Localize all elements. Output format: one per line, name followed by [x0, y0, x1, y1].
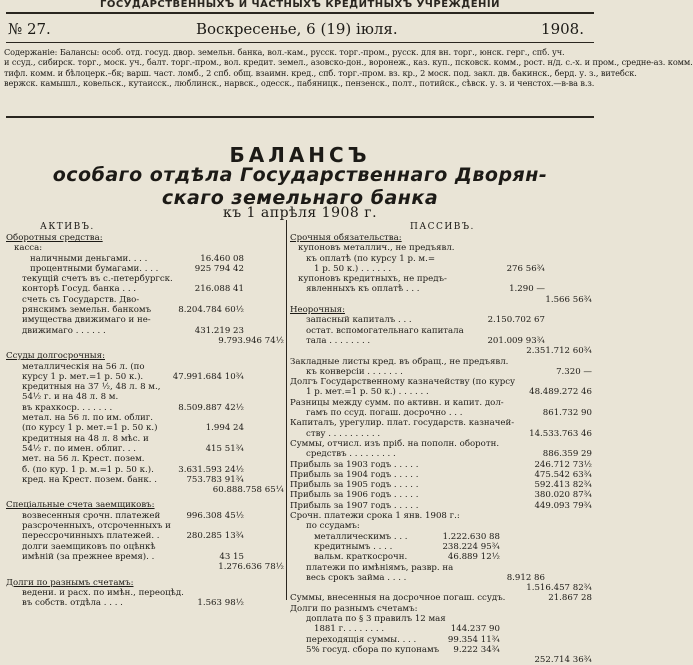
row-label: Срочныя обязательства: — [290, 233, 402, 243]
balance-row — [290, 655, 594, 665]
row-label: средствъ . . . . . . . . . — [306, 449, 396, 460]
row-amount: 1.563 98½ — [197, 598, 244, 609]
row-amount: 201.009 93¾ — [487, 335, 545, 346]
balance-row — [6, 284, 284, 294]
balance-row — [6, 485, 284, 495]
balance-row — [6, 598, 284, 608]
row-amount: 47.991.684 10¾ — [172, 371, 244, 382]
row-amount: 43 15 — [219, 551, 244, 562]
row-label: 1881 г. . . . . . . . — [314, 624, 385, 635]
row-amount: 449.093 79¾ — [534, 500, 592, 511]
row-label: Оборотныя средства: — [6, 233, 103, 243]
issue-year: 1908. — [541, 20, 584, 38]
balance-row — [6, 295, 284, 305]
balance-row — [6, 336, 284, 346]
liabilities-column — [290, 233, 594, 665]
issue-line — [6, 18, 594, 40]
row-amount: 8.912 86 — [506, 572, 545, 583]
balance-row — [6, 511, 284, 521]
row-label: наличными деньгами. . . . — [30, 253, 148, 264]
masthead-strip: ГОСУДАРСТВЕННЫХЪ И ЧАСТНЫХЪ КРЕДИТНЫХЪ УЧРЕЖДЕНIЙ — [100, 0, 500, 10]
row-amount: 1.994 24 — [205, 423, 244, 434]
balance-row — [290, 274, 594, 284]
row-amount: 592.413 82¾ — [534, 480, 592, 491]
row-label: платежи по имѣнiямъ, развр. на — [306, 562, 454, 573]
article-subtitle-line1: особаго отдѣла Государственнаго Дворян- — [52, 164, 548, 186]
row-label: по ссудамъ: — [306, 521, 360, 532]
balance-row — [290, 439, 594, 449]
balance-row — [6, 264, 284, 274]
row-label: явленныхъ къ оплатѣ . . . — [306, 284, 420, 295]
row-amount: 415 51¾ — [205, 443, 244, 454]
balance-row — [290, 408, 594, 418]
row-amount: 46.889 12½ — [447, 552, 500, 563]
row-amount: 380.020 87¾ — [534, 490, 592, 501]
row-label: доплата по § 3 правилъ 12 мая — [306, 613, 446, 624]
balance-row — [6, 465, 284, 475]
balance-row — [6, 434, 284, 444]
row-amount: 280.285 13¾ — [186, 531, 244, 542]
row-amount: 475.542 63¾ — [534, 469, 592, 480]
balance-row — [290, 501, 594, 511]
balance-row — [290, 295, 594, 305]
contents-line — [4, 88, 596, 98]
row-label: кредитныя на 37 ½, 48 л. 8 м., — [22, 382, 161, 393]
row-label: Прибыль за 1904 годъ . . . . . — [290, 469, 419, 480]
row-label: курсу 1 р. мет.=1 р. 50 к.). — [22, 371, 144, 382]
article-title: БАЛАНСЪ — [229, 143, 371, 167]
masthead-rule — [6, 12, 594, 14]
balance-row — [290, 243, 594, 253]
row-label: Срочн. платежи срока 1 янв. 1908 г.: — [290, 511, 460, 522]
balance-row — [6, 588, 284, 598]
balance-row — [290, 490, 594, 500]
balance-row — [6, 372, 284, 382]
balance-row — [290, 460, 594, 470]
row-label: (по курсу 1 р. мет.=1 р. 50 к.) — [22, 423, 158, 434]
balance-row — [6, 444, 284, 454]
balance-row — [290, 449, 594, 459]
balance-row — [290, 593, 594, 603]
liabilities-heading: ПАССИВЪ. — [410, 222, 475, 232]
contents-line: вержск. камышл., ковельск., кутаисск., люблинск., нарвск., одесск., пабяницк., пензенск., полт., потийск., сѣвск. у. з. и ченстох.—в-ва в.з. — [4, 77, 595, 88]
balance-row — [290, 326, 594, 336]
balance-row — [6, 562, 284, 572]
row-label: Прибыль за 1906 годъ . . . . . — [290, 490, 419, 501]
row-amount: 1.566 56¾ — [545, 294, 592, 305]
row-label: въ собств. отдѣла . . . . — [22, 598, 123, 609]
row-label: Суммы, отчисл. изъ прiб. на пополн. оборотн. — [290, 438, 500, 449]
balance-row — [290, 346, 594, 356]
row-label: Долги по разнымъ счетамъ: — [290, 603, 418, 614]
row-amount: 252.714 36¾ — [534, 655, 592, 665]
row-label: процентными бумагами. . . . — [30, 263, 159, 274]
row-amount: 1.276.636 78½ — [218, 562, 284, 573]
row-label: 1 р. мет.=1 р. 50 к.) . . . . . . — [306, 387, 429, 398]
balance-row — [290, 377, 594, 387]
row-label: ству . . . . . . . . . . — [306, 428, 381, 439]
contents-line: и ссуд., сибирск. торг., моск. уч., балт. торг.-пром., вол. кредит. земел., азовско-дон., воронеж., каз. куп., псковск. комм., рост. н/д. с.-х. и пром., средне-аз. комм. — [4, 57, 693, 68]
row-amount: 48.489.272 46 — [529, 387, 592, 398]
row-label: кредитныя на 48 л. 8 мѣс. и — [22, 433, 149, 444]
row-label: ведени. и расх. по имѣн., переоцѣд. — [22, 587, 184, 598]
row-label: Долгъ Государственному казначейству (по курсу — [290, 377, 516, 388]
row-label: счеть съ Государств. Дво- — [22, 294, 140, 305]
balance-row — [6, 500, 284, 510]
row-label: возвесенныя срочн. платежей — [22, 510, 161, 521]
balance-row — [6, 578, 284, 588]
row-label: къ оплатѣ (по курсу 1 р. м.= — [306, 253, 436, 264]
balance-row — [290, 480, 594, 490]
balance-row — [290, 233, 594, 243]
balance-row — [6, 243, 284, 253]
row-label: разсроченныхъ, отсроченныхъ и — [22, 521, 171, 532]
row-label: текущiй счетъ въ с.-петербургск. — [22, 274, 173, 285]
issue-number: № 27. — [8, 20, 51, 38]
row-amount: 99.354 11¾ — [447, 634, 500, 645]
assets-column — [6, 233, 284, 608]
balance-row — [290, 305, 594, 315]
balance-row — [6, 552, 284, 562]
row-label: запасный капиталъ . . . — [306, 315, 412, 326]
contents-line: тифл. комм. и бѣлоцерк.–бк; варш. част. ломб., 2 спб. общ. взаимн. кред., спб. торг.-пром. вз. кр., 2 моск. под. закл. дв. бакинск., берд. у. з., витебск. — [4, 67, 637, 78]
balance-row — [290, 614, 594, 624]
row-label: Неорочныя: — [290, 305, 345, 316]
balance-row — [6, 274, 284, 284]
balance-row — [6, 362, 284, 372]
row-amount: 1.290 — — [509, 284, 545, 295]
article-date: къ 1 апрѣля 1908 г. — [222, 205, 378, 221]
row-label: вальм. краткосрочн. — [314, 552, 408, 563]
row-label: Разницы между сумм. по активн. и капит. дол- — [290, 397, 504, 408]
row-label: къ конверсiи . . . . . . . — [306, 366, 403, 377]
balance-row — [290, 264, 594, 274]
article-subtitle-line2: скаго земельнаго банка — [161, 187, 439, 209]
row-label: кред. на Крест. позем. банк. . — [22, 474, 157, 485]
balance-row — [290, 583, 594, 593]
balance-row — [290, 367, 594, 377]
row-label: въ крахкоср. . . . . . . — [22, 402, 113, 413]
row-amount: 753.783 91¾ — [186, 474, 244, 485]
balance-row — [290, 563, 594, 573]
balance-row — [290, 624, 594, 634]
balance-row — [6, 305, 284, 315]
balance-row — [290, 645, 594, 655]
row-label: купоновъ металлич., не предъявл. — [298, 243, 455, 254]
row-amount: 8.204.784 60½ — [178, 305, 244, 316]
balance-row — [6, 413, 284, 423]
row-amount: 21.867 28 — [548, 593, 592, 604]
row-amount: 9.793.946 74½ — [218, 335, 284, 346]
row-label: 5% госуд. сбора по купонамъ — [306, 644, 440, 655]
balance-row — [6, 351, 284, 361]
row-amount: 7.320 — — [556, 366, 592, 377]
balance-row — [290, 398, 594, 408]
row-label: имущества движимаго и не- — [22, 315, 151, 326]
row-amount: 144.237 90 — [450, 624, 500, 635]
contents-rule — [6, 116, 594, 118]
row-label: Прибыль за 1907 годъ . . . . . — [290, 500, 419, 511]
row-label: Спецiальные счета заемщиковъ: — [6, 500, 155, 511]
row-label: тала . . . . . . . . — [306, 335, 371, 346]
balance-row — [6, 382, 284, 392]
row-label: конторѣ Госуд. банка . . . — [22, 284, 137, 295]
balance-row — [290, 542, 594, 552]
balance-row — [290, 511, 594, 521]
balance-row — [290, 254, 594, 264]
contents-line: Содержанiе: Балансы: особ. отд. госуд. двор. земельн. банка, вол.-кам., русск. торг.-пром., русск. для вн. торг., юнск. герг., спб. уч. — [4, 47, 565, 57]
balance-row — [6, 326, 284, 336]
row-amount: 276 56¾ — [506, 263, 545, 274]
row-amount: 238.224 95¾ — [442, 541, 500, 552]
issue-date: Воскресенье, 6 (19) iюля. — [196, 20, 398, 38]
row-amount: 2.150.702 67 — [487, 315, 545, 326]
row-label: Закладные листы кред. въ обращ., не предъявл. — [290, 356, 509, 367]
balance-row — [290, 604, 594, 614]
row-label: Долги по разнымъ счетамъ: — [6, 577, 134, 588]
row-label: Суммы, внесенныя на досрочное погаш. ссудъ. — [290, 593, 506, 604]
balance-row — [290, 521, 594, 531]
row-amount: 1.222.630 88 — [442, 531, 500, 542]
row-amount: 1.516.457 82¾ — [526, 583, 592, 594]
row-label: рянскимъ земельн. банкомъ — [22, 305, 152, 316]
row-label: Ссуды долгосрочныя: — [6, 351, 105, 362]
balance-row — [6, 403, 284, 413]
balance-row — [290, 315, 594, 325]
balance-row — [6, 531, 284, 541]
balance-row — [290, 429, 594, 439]
row-label: 54½ г. и на 48 л. 8 м. — [22, 392, 119, 403]
row-label: Капиталъ, урегулир. плат. государств. казначей- — [290, 418, 515, 429]
row-amount: 246.712 73½ — [534, 459, 592, 470]
column-divider — [286, 220, 287, 600]
table-of-contents — [4, 47, 693, 113]
row-amount: 14.533.763 46 — [529, 428, 592, 439]
row-label: движимаго . . . . . . — [22, 325, 106, 336]
row-amount: 431.219 23 — [194, 325, 244, 336]
row-label: Прибыль за 1905 годъ . . . . . — [290, 480, 419, 491]
row-label: металлическiя на 56 л. (по — [22, 361, 145, 372]
row-label: метал. на 56 л. по им. облиг. — [22, 413, 154, 424]
balance-row — [6, 454, 284, 464]
balance-row — [6, 475, 284, 485]
row-label: купоновъ кредитныхъ, не предъ- — [298, 274, 447, 285]
row-label: весь срокъ займа . . . . — [306, 572, 407, 583]
contents-line — [4, 98, 596, 108]
row-label: 1 р. 50 к.) . . . . . . — [314, 263, 392, 274]
row-label: 54½ г. по имен. облиг. . . — [22, 443, 136, 454]
row-label: гамъ по ссуд. погаш. досрочно . . . — [306, 408, 463, 419]
row-label: Прибыль за 1903 годъ . . . . . — [290, 459, 419, 470]
balance-row — [6, 542, 284, 552]
balance-row — [290, 573, 594, 583]
row-amount: 9.222 34¾ — [453, 644, 500, 655]
balance-row — [290, 532, 594, 542]
balance-row — [290, 357, 594, 367]
balance-row — [290, 284, 594, 294]
row-label: мет. на 56 л. Крест. позем. — [22, 454, 145, 465]
balance-row — [6, 521, 284, 531]
row-label: переходящiя суммы. . . . — [306, 634, 417, 645]
balance-row — [6, 423, 284, 433]
row-label: касса: — [14, 243, 43, 254]
row-amount: 925 794 42 — [194, 263, 244, 274]
row-amount: 8.509.887 42½ — [178, 402, 244, 413]
row-label: б. (по кур. 1 р. м.=1 р. 50 к.). — [22, 464, 154, 475]
balance-row — [6, 254, 284, 264]
row-amount: 16.460 08 — [200, 253, 244, 264]
row-label: остат. вспомогательнаго капитала — [306, 325, 464, 336]
row-label: перессрочинныхъ платежей. . — [22, 531, 160, 542]
row-label: долги заемщиковъ по оцѣнкѣ — [22, 541, 156, 552]
balance-row — [6, 315, 284, 325]
row-amount: 3.631.593 24½ — [178, 464, 244, 475]
row-amount: 861.732 90 — [542, 408, 592, 419]
balance-row — [6, 392, 284, 402]
balance-row — [290, 635, 594, 645]
row-amount: 216.088 41 — [194, 284, 244, 295]
balance-row — [290, 470, 594, 480]
balance-row — [290, 336, 594, 346]
assets-heading: АКТИВЪ. — [40, 222, 95, 232]
row-label: имѣнiй (за прежнее время). . — [22, 551, 155, 562]
row-amount: 886.359 29 — [542, 449, 592, 460]
issue-rule — [6, 42, 594, 43]
row-amount: 60.888.758 65¼ — [212, 485, 284, 496]
balance-row — [290, 418, 594, 428]
row-label: кредитнымъ . . . . — [314, 541, 393, 552]
balance-row — [290, 387, 594, 397]
balance-row — [290, 552, 594, 562]
balance-row — [6, 233, 284, 243]
row-label: металлическимъ . . . — [314, 531, 408, 542]
row-amount: 996.308 45½ — [186, 510, 244, 521]
row-amount: 2.351.712 60¾ — [526, 346, 592, 357]
